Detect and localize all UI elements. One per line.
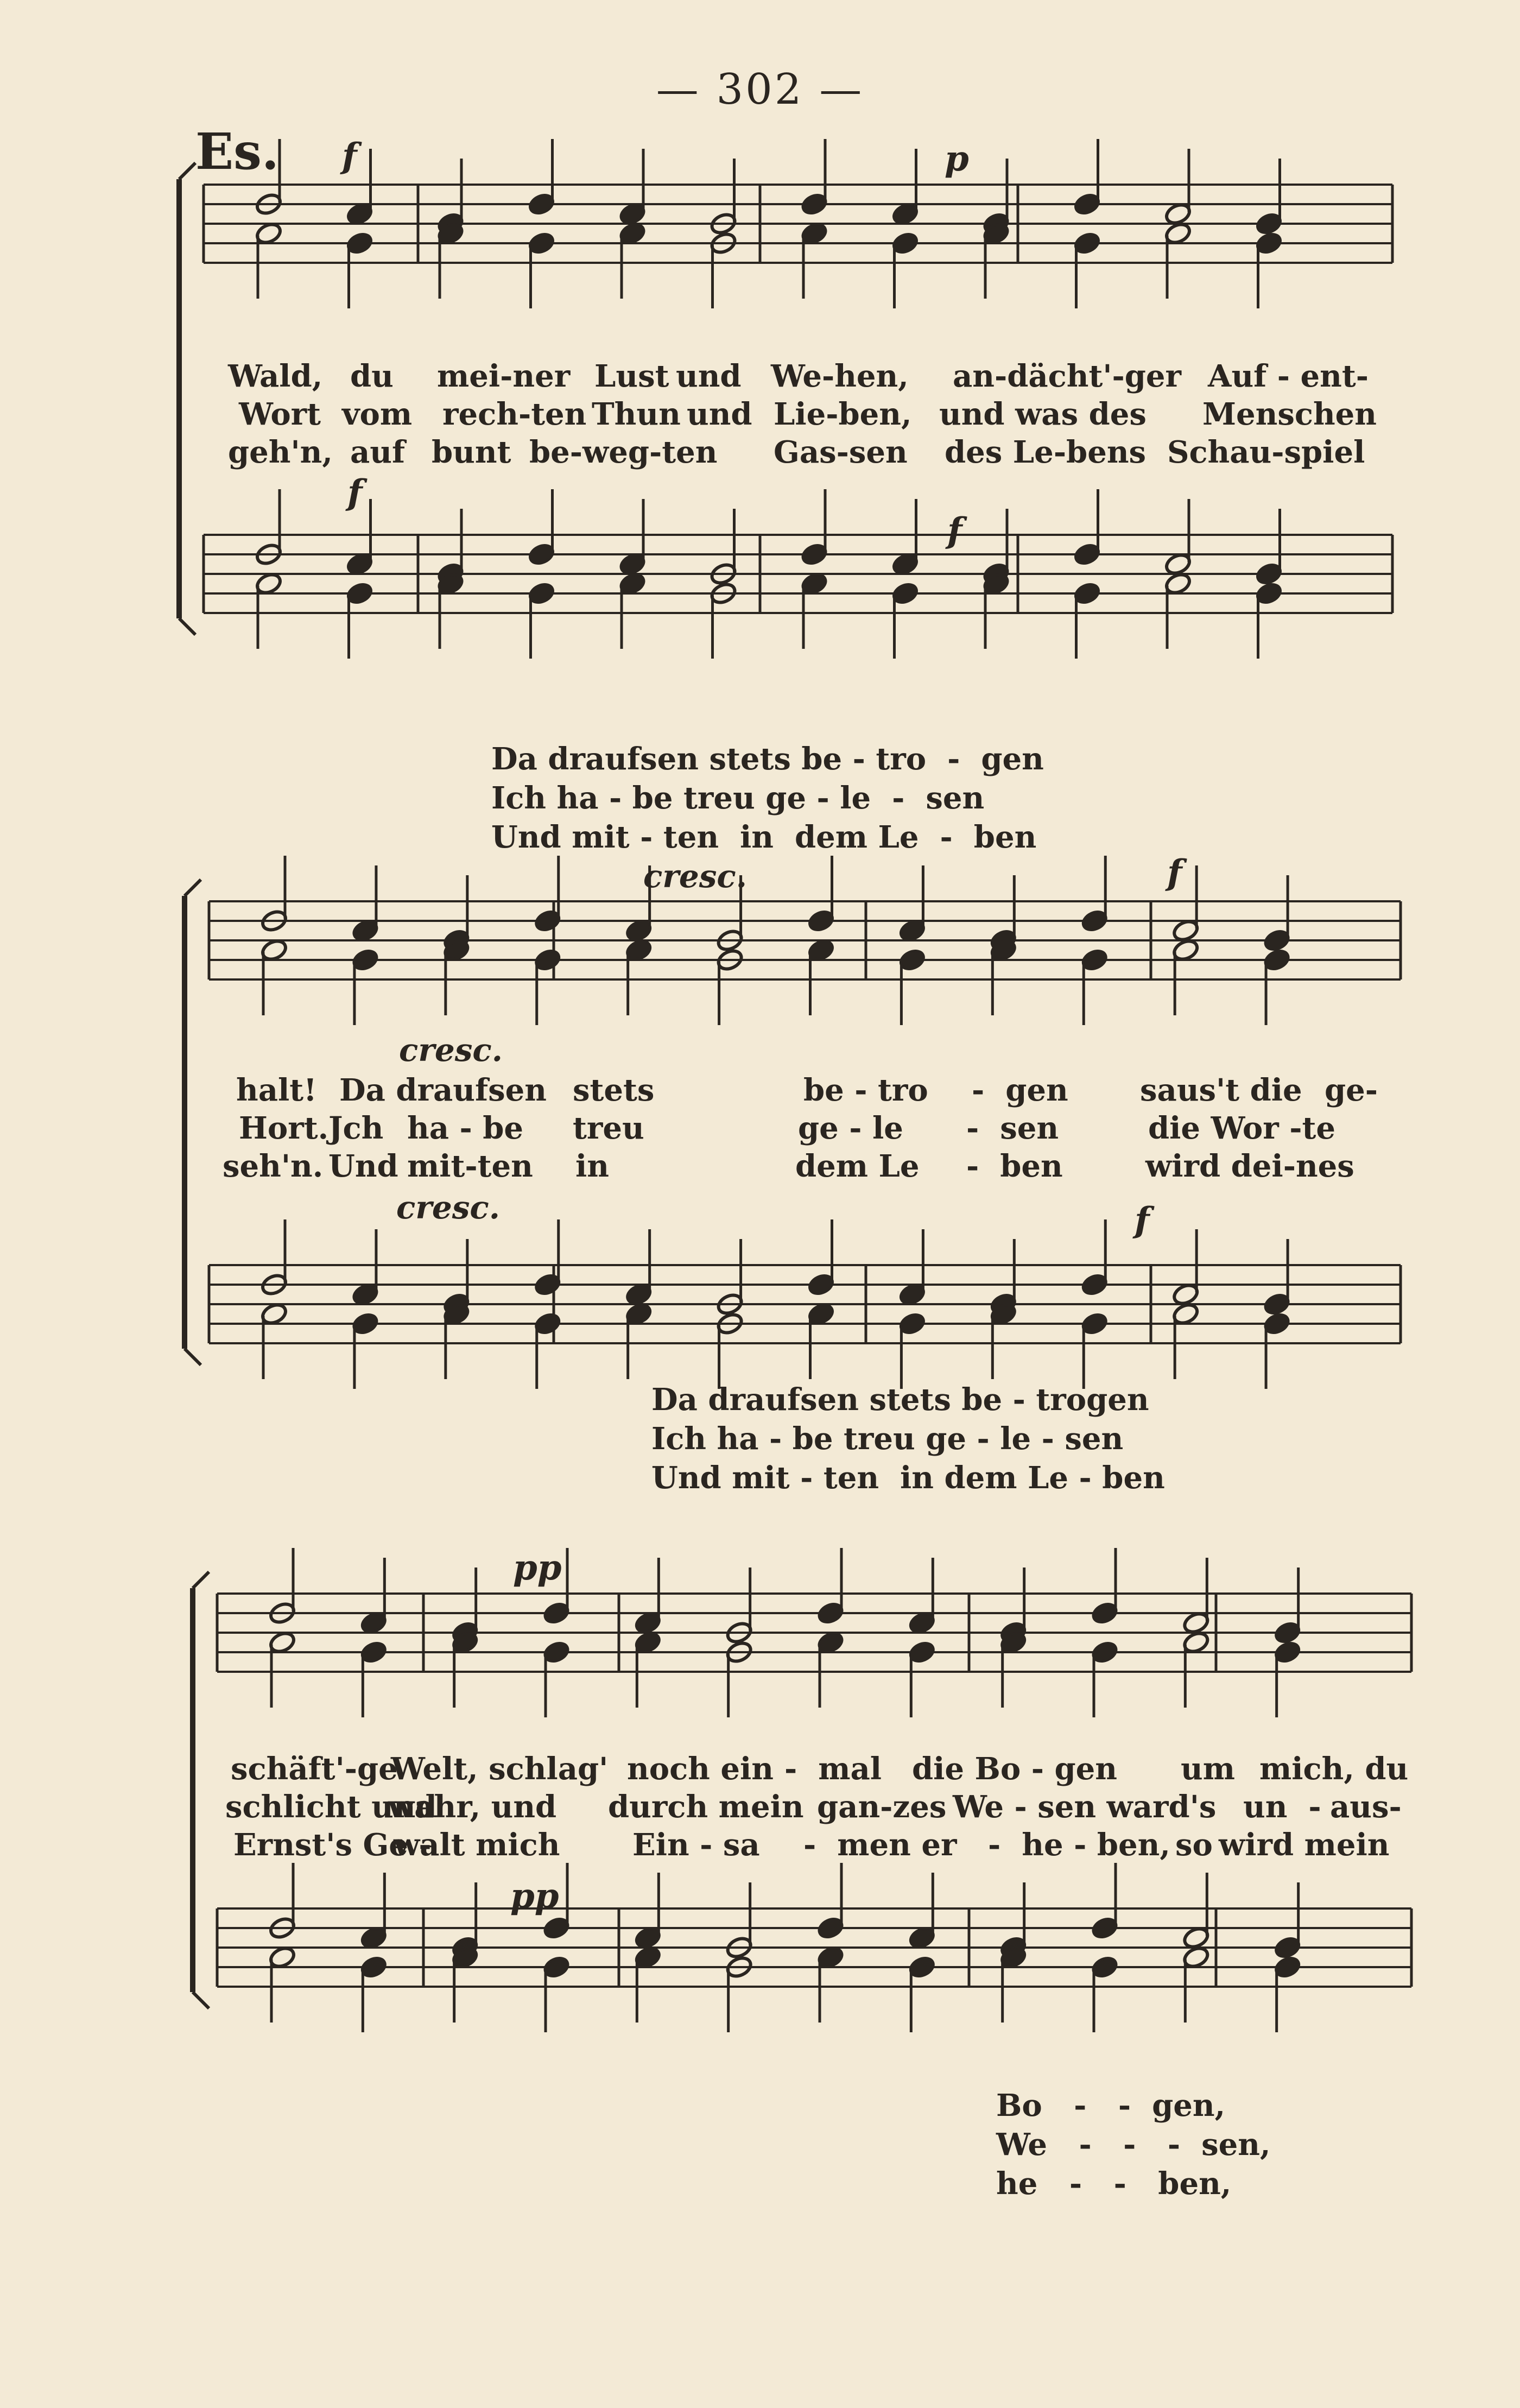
page-number: — 302 — bbox=[656, 65, 864, 114]
dynamic-forte: f bbox=[1167, 852, 1182, 893]
refrain-line: Und mit - ten in dem Le - ben bbox=[491, 819, 1037, 855]
refrain-line: Und mit - ten in dem Le - ben bbox=[651, 1460, 1165, 1496]
lyrics-verse-1 bbox=[0, 1751, 1520, 1789]
lyric-syllable: - he - ben, bbox=[988, 1827, 1170, 1863]
lyric-syllable: walt mich bbox=[394, 1827, 560, 1863]
refrain-line: he - - ben, bbox=[996, 2166, 1232, 2202]
dynamic-forte: f bbox=[1135, 1200, 1150, 1241]
lyric-syllable: - sen bbox=[966, 1110, 1059, 1146]
lyric-syllable: be-weg-ten bbox=[529, 434, 718, 470]
refrain-text bbox=[996, 2088, 1271, 2205]
lyric-syllable: mit-ten bbox=[407, 1148, 533, 1184]
lyric-syllable: Jch bbox=[328, 1110, 384, 1146]
dynamic-pianissimo: pp bbox=[510, 1876, 559, 1917]
lyric-syllable: Lust bbox=[594, 358, 669, 394]
lyric-syllable: Lie-ben, bbox=[774, 396, 912, 432]
lyric-syllable: un - bbox=[1243, 1789, 1321, 1825]
lyric-syllable: und bbox=[687, 396, 752, 432]
lyric-syllable: auf bbox=[350, 434, 406, 470]
lyric-syllable: Ein - sa bbox=[632, 1827, 760, 1863]
lyrics-verse-3 bbox=[0, 1827, 1520, 1865]
refrain-line: Ich ha - be treu ge - le - sen bbox=[491, 780, 985, 816]
lyric-syllable: We - sen ward's bbox=[953, 1789, 1217, 1825]
lyric-syllable: geh'n, bbox=[228, 434, 333, 470]
dynamic-pianissimo: pp bbox=[513, 1547, 562, 1588]
lyric-syllable: bunt bbox=[432, 434, 511, 470]
crescendo-marking: cresc. bbox=[396, 1189, 500, 1226]
lyric-syllable: saus't die bbox=[1140, 1072, 1302, 1108]
lyric-syllable: Wald, bbox=[228, 358, 323, 394]
lyric-syllable: und was des bbox=[939, 396, 1147, 432]
lyric-syllable: dem Le bbox=[795, 1148, 920, 1184]
lyric-syllable: wird dei-nes bbox=[1145, 1148, 1354, 1184]
lyric-syllable: du bbox=[350, 358, 394, 394]
lyric-syllable: - mal bbox=[784, 1751, 882, 1787]
lyrics-verse-3 bbox=[0, 1148, 1520, 1186]
refrain-line: Da draufsen stets be - tro - gen bbox=[491, 741, 1044, 777]
lyric-syllable: um bbox=[1181, 1751, 1235, 1787]
lyric-syllable: wahr, und bbox=[388, 1789, 557, 1825]
lyrics-verse-2 bbox=[0, 1789, 1520, 1827]
lyric-syllable: Auf - ent- bbox=[1208, 358, 1369, 394]
lyrics-verse-3 bbox=[0, 434, 1520, 472]
dynamic-piano: p bbox=[945, 138, 969, 179]
lyric-syllable: so bbox=[1175, 1827, 1213, 1863]
lyric-syllable: - ben bbox=[966, 1148, 1063, 1184]
lyric-syllable: mich, du bbox=[1259, 1751, 1409, 1787]
dynamic-forte: f bbox=[947, 510, 962, 551]
lyric-syllable: gan-zes bbox=[817, 1789, 947, 1825]
lyric-syllable: ha - be bbox=[407, 1110, 524, 1146]
lyric-syllable: durch mein bbox=[608, 1789, 804, 1825]
refrain-line: Bo - - gen, bbox=[996, 2088, 1226, 2123]
lyric-syllable: schlicht und bbox=[225, 1789, 437, 1825]
lyric-syllable: vom bbox=[342, 396, 413, 432]
lyric-syllable: halt! bbox=[236, 1072, 317, 1108]
lyric-syllable: ge - le bbox=[798, 1110, 903, 1146]
lyric-syllable: noch ein bbox=[627, 1751, 774, 1787]
lyric-syllable: - gen bbox=[972, 1072, 1068, 1108]
crescendo-marking: cresc. bbox=[643, 858, 747, 895]
refrain-text bbox=[491, 741, 1044, 858]
lyric-syllable: Ernst's Ge - bbox=[233, 1827, 432, 1863]
lyrics-verse-1 bbox=[0, 358, 1520, 396]
lyric-syllable: Gas-sen bbox=[774, 434, 908, 470]
lyric-syllable: Schau-spiel bbox=[1167, 434, 1365, 470]
crescendo-marking: cresc. bbox=[399, 1032, 503, 1069]
lyrics-verse-2 bbox=[0, 1110, 1520, 1148]
lyric-syllable: stets bbox=[573, 1072, 655, 1108]
lyric-syllable: und bbox=[676, 358, 742, 394]
lyric-syllable: treu bbox=[573, 1110, 644, 1146]
lyric-syllable: an-dächt'-ger bbox=[953, 358, 1182, 394]
lyric-syllable: mei-ner bbox=[437, 358, 571, 394]
refrain-text bbox=[651, 1382, 1165, 1499]
lyric-syllable: Wort bbox=[239, 396, 321, 432]
lyric-syllable: seh'n. bbox=[223, 1148, 324, 1184]
dynamic-forte: f bbox=[342, 136, 357, 176]
lyric-syllable: Welt, schlag' bbox=[391, 1751, 609, 1787]
lyrics-verse-1 bbox=[0, 1072, 1520, 1110]
lyric-syllable: des Le-bens bbox=[945, 434, 1147, 470]
lyric-syllable: wird mein bbox=[1219, 1827, 1390, 1863]
lyric-syllable: ge- bbox=[1325, 1072, 1378, 1108]
lyric-syllable: die Bo - gen bbox=[912, 1751, 1117, 1787]
lyric-syllable: rech-ten bbox=[442, 396, 587, 432]
song-voice-mark: Es. bbox=[195, 122, 279, 181]
lyric-syllable: We-hen, bbox=[771, 358, 909, 394]
lyric-syllable: schäft'-ge bbox=[231, 1751, 398, 1787]
lyric-syllable: Und bbox=[328, 1148, 398, 1184]
lyric-syllable: aus- bbox=[1330, 1789, 1402, 1825]
lyric-syllable: Menschen bbox=[1202, 396, 1377, 432]
lyric-syllable: - men er bbox=[803, 1827, 957, 1863]
lyrics-verse-2 bbox=[0, 396, 1520, 434]
refrain-line: Da draufsen stets be - trogen bbox=[651, 1382, 1149, 1418]
lyric-syllable: be - tro bbox=[803, 1072, 928, 1108]
lyric-syllable: Thun bbox=[592, 396, 681, 432]
dynamic-forte: f bbox=[347, 472, 363, 513]
lyric-syllable: Hort. bbox=[239, 1110, 329, 1146]
refrain-line: Ich ha - be treu ge - le - sen bbox=[651, 1421, 1124, 1457]
refrain-line: We - - - sen, bbox=[996, 2127, 1271, 2163]
lyric-syllable: in bbox=[575, 1148, 609, 1184]
lyric-syllable: die Wor -te bbox=[1148, 1110, 1335, 1146]
lyric-syllable: Da draufsen bbox=[339, 1072, 547, 1108]
